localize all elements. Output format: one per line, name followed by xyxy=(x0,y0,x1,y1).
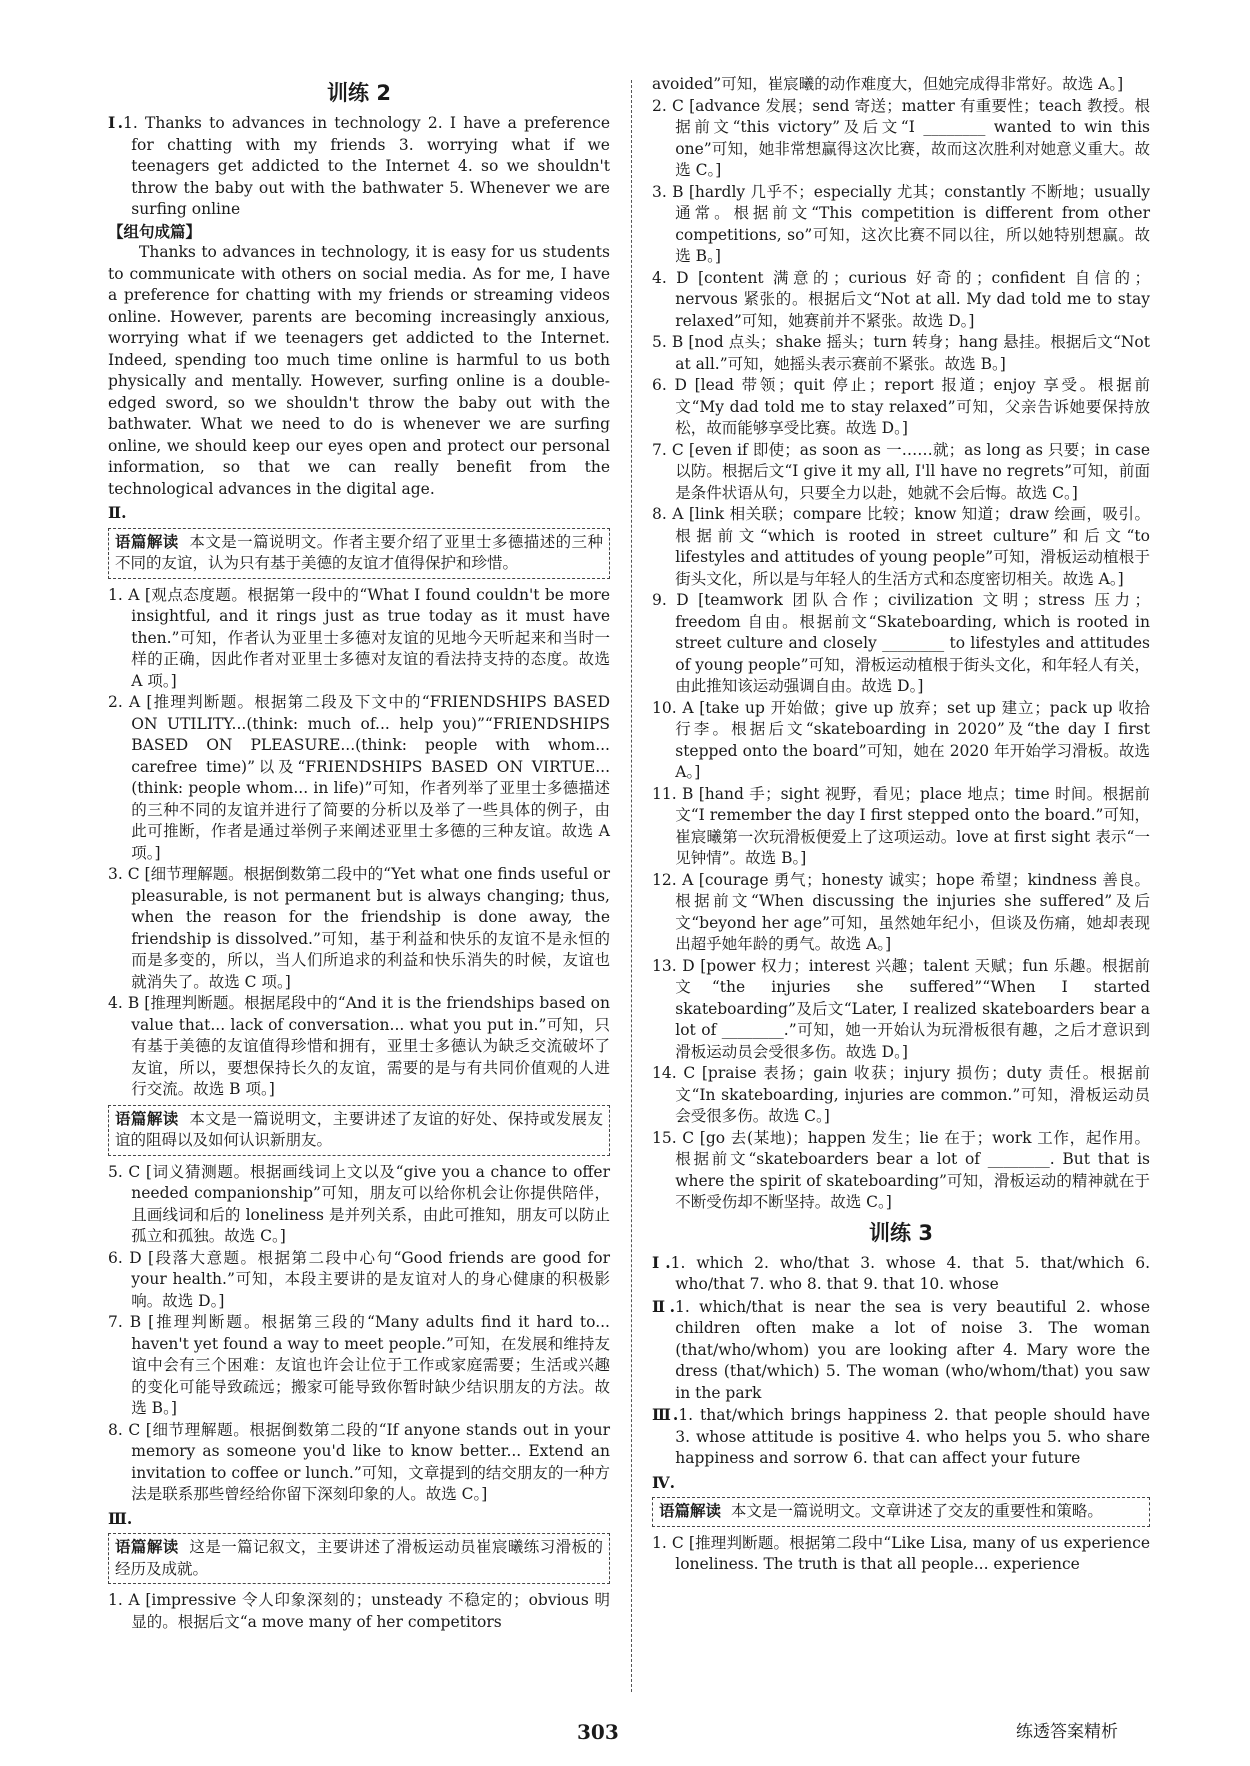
box-label: 语篇解读 xyxy=(115,1109,179,1128)
passage-analysis-box-4 xyxy=(652,1497,1150,1527)
box-text: 这是一篇记叙文，主要讲述了滑板运动员崔宸曦练习滑板的经历及成就。 xyxy=(115,1538,603,1578)
roman-numeral-1: Ⅰ. xyxy=(652,1252,671,1272)
right-column xyxy=(652,74,1150,1576)
answer-block-ii xyxy=(652,1296,1150,1405)
answer-text: 1. that/which brings happiness 2. that people should have 3. whose attitude is positive 4. who helps you 5. who share happiness and sorrow 6. that can affect your future xyxy=(675,1406,1150,1467)
compose-heading: 【组句成篇】 xyxy=(108,221,202,241)
answer-block-1 xyxy=(108,112,610,221)
roman-numeral-2: Ⅱ. xyxy=(652,1296,675,1316)
answer-text-1: 1. Thanks to advances in technology 2. I have a preference for chatting with my friends 3. worrying what if we teenagers get addicted to the Internet 4. so we shouldn't throw the baby out with the bathwater 5. Whenever we are surfing online xyxy=(122,114,610,218)
roman-numeral-4: Ⅳ. xyxy=(652,1472,675,1492)
answer-item-continued: avoided”可知，崔宸曦的动作难度大，但她完成得非常好。故选 A。] xyxy=(652,75,1124,93)
answer-item: 5. B [nod 点头；shake 摇头；turn 转身；hang 悬挂。根据后文“Not at all.”可知，她摇头表示赛前不紧张。故选 B。] xyxy=(652,333,1150,373)
answer-text: 1. which/that is near the sea is very beautiful 2. whose children often make a lot of noise 3. The woman (that/who/whom) you are looking after 4. Mary wore the dress (that/which) 5. The woman (who/whom/that) you saw in the park xyxy=(674,1297,1150,1402)
answer-item: 7. C [even if 即使；as soon as 一……就；as long as 只要；in case 以防。根据后文“I give it my all, I'll have no regrets”可知，前面是条件状语从句，只要全力以赴，她就不会后悔。故选 C。] xyxy=(652,440,1150,502)
roman-numeral-3: Ⅲ. xyxy=(652,1405,679,1424)
answer-item: 4. D [content 满意的；curious 好奇的；confident 自信的；nervous 紧张的。根据后文“Not at all. My dad told me to stay relaxed”可知，她赛前并不紧张。故选 D。] xyxy=(652,268,1150,330)
roman-numeral-2: Ⅱ. xyxy=(108,503,127,522)
answer-item: 1. A [impressive 令人印象深刻的；unsteady 不稳定的；obvious 明显的。根据后文“a move many of her competitors xyxy=(108,1591,610,1631)
answer-block-iii xyxy=(652,1404,1150,1470)
column-divider xyxy=(631,80,632,1692)
answer-item: 10. A [take up 开始做；give up 放弃；set up 建立；pack up 收拾行李。根据后文“skateboarding in 2020”及“the day I first stepped onto the board”可知，她在 2020 年开始学习滑板。故选 A。] xyxy=(652,698,1150,781)
answer-item: 2. C [advance 发展；send 寄送；matter 有重要性；teach 教授。根据前文“this victory”及后文“I ________ wanted to win this one”可知，她非常想赢得这次比赛，故而这次胜利对她意义重大。故选 C。] xyxy=(652,96,1150,179)
answer-item: 11. B [hand 手；sight 视野，看见；place 地点；time 时间。根据前文“I remember the day I first stepped onto the board.”可知，崔宸曦第一次玩滑板便爱上了这项运动。love at first sight 表示“一见钟情”。故选 B。] xyxy=(652,784,1150,867)
answer-item: 2. A [推理判断题。根据第二段及下文中的“FRIENDSHIPS BASED ON UTILITY...(think: much of... help you)”“FRIENDSHIPS BASED ON PLEASURE...(think: people with whom... carefree time)”以及“FRIENDSHIPS BASED ON VIRTUE...(think: people whom... in life)”可知，作者列举了亚里士多德描述的三种不同的友谊并进行了简要的分析以及举了一些具体的例子，由此可推断，作者是通过举例子来阐述亚里士多德的三种友谊。故选 A 项。] xyxy=(108,693,610,862)
box-text: 本文是一篇说明文，主要讲述了友谊的好处、保持或发展友谊的阻碍以及如何认识新朋友。 xyxy=(115,1109,603,1149)
answer-block-i xyxy=(652,1252,1150,1296)
box-text: 本文是一篇说明文。作者主要介绍了亚里士多德描述的三种不同的友谊，认为只有基于美德的友谊才值得保护和珍惜。 xyxy=(115,532,603,572)
answer-item: 4. B [推理判断题。根据尾段中的“And it is the friendships based on value that... lack of conversation... what you put in.”可知，只有基于美德的友谊值得珍惜和拥有，亚里士多德认为缺乏交流破坏了友谊，所以，要想保持长久的友谊，需要的是与有共同价值观的人进行交流。故选 B 项。] xyxy=(108,994,610,1098)
answer-item: 13. D [power 权力；interest 兴趣；talent 天赋；fun 乐趣。根据前文“the injuries she suffered”“When I started skateboarding”及后文“Later, I realized skateboarders bear a lot of ________.”可知，她一开始认为玩滑板很有趣，之后才意识到滑板运动员会受很多伤。故选 D。] xyxy=(652,956,1150,1061)
page-number: 303 xyxy=(577,1720,619,1744)
section-title-training-2: 训练 2 xyxy=(327,81,391,105)
footer-note: 练透答案精析 xyxy=(1016,1722,1118,1742)
section-title-training-3: 训练 3 xyxy=(869,1220,933,1245)
answer-item: 3. C [细节理解题。根据倒数第二段中的“Yet what one finds useful or pleasurable, is not permanent but is always changing; thus, when the reason for the friendship is done away, the friendship is dissolved.”可知，基于利益和快乐的友谊不是永恒的而是多变的，所以，当人们所追求的利益和快乐消失的时候，友谊也就消失了。故选 C 项。] xyxy=(108,865,610,991)
answer-item: 7. B [推理判断题。根据第三段的“Many adults find it hard to... haven't yet found a way to meet people.”可知，在发展和维持友谊中会有三个困难：友谊也许会让位于工作或家庭需要；生活或兴趣的变化可能导致疏远；搬家可能导致你暂时缺少结识朋友的方法。故选 B。] xyxy=(108,1313,610,1417)
answer-item: 8. C [细节理解题。根据倒数第二段的“If anyone stands out in your memory as someone you'd like to know better... Extend an invitation to coffee or lunch.”可知，文章提到的结交朋友的一种方法是联系那些曾经给你留下深刻印象的人。故选 C。] xyxy=(108,1420,610,1503)
left-column xyxy=(108,74,610,1633)
passage-analysis-box-1 xyxy=(108,528,610,579)
roman-numeral-3: Ⅲ. xyxy=(108,1508,133,1528)
answer-item: 1. C [推理判断题。根据第二段中“Like Lisa, many of us experience loneliness. The truth is that all people... experience xyxy=(652,1533,1150,1573)
passage-analysis-box-3 xyxy=(108,1533,610,1584)
passage-analysis-box-2 xyxy=(108,1105,610,1156)
answer-item: 9. D [teamwork 团队合作；civilization 文明；stress 压力；freedom 自由。根据前文“Skateboarding, which is rooted in street culture and closely ________ to lifestyles and attitudes of young people”可知，滑板运动植根于街头文化，和年轻人有关，由此推知该运动强调自由。故选 D。] xyxy=(652,591,1150,695)
answer-item: 8. A [link 相关联；compare 比较；know 知道；draw 绘画，吸引。根据前文“which is rooted in street culture”和后文“to lifestyles and attitudes of young people”可知，滑板运动植根于街头文化，所以是与年轻人的生活方式和态度密切相关。故选 A。] xyxy=(652,505,1150,588)
box-text: 本文是一篇说明文。文章讲述了交友的重要性和策略。 xyxy=(730,1502,1103,1520)
box-label: 语篇解读 xyxy=(115,532,179,551)
answer-item: 12. A [courage 勇气；honesty 诚实；hope 希望；kindness 善良。根据前文“When discussing the injuries she suffered”及后文“beyond her age”可知，虽然她年纪小，但谈及伤痛，她却表现出超乎她年龄的勇气。故选 A。] xyxy=(652,870,1150,953)
answer-item: 14. C [praise 表扬；gain 收获；injury 损伤；duty 责任。根据前文“In skateboarding, injuries are common.”可知，滑板运动员会受很多伤。故选 C。] xyxy=(652,1064,1150,1125)
answer-item: 5. C [词义猜测题。根据画线词上文以及“give you a chance to offer needed companionship”可知，朋友可以给你机会让你提供陪伴，且画线词和后的 loneliness 是并列关系，由此可推知，朋友可以防止孤立和孤独。故选 C。] xyxy=(108,1162,610,1245)
box-label: 语篇解读 xyxy=(115,1538,179,1556)
answer-item: 3. B [hardly 几乎不；especially 尤其；constantly 不断地；usually 通常。根据前文“This competition is different from other competitions, so”可知，这次比赛不同以往，所以她特别想赢。故选 B。] xyxy=(652,182,1150,265)
answer-item: 1. A [观点态度题。根据第一段中的“What I found couldn't be more insightful, and it rings just as true today as it must have then.”可知，作者认为亚里士多德对友谊的见地今天听起来和当时一样的正确，因此作者对亚里士多德对友谊的看法持支持的态度。故选 A 项。] xyxy=(108,585,610,690)
answer-item: 6. D [lead 带领；quit 停止；report 报道；enjoy 享受。根据前文“My dad told me to stay relaxed”可知，父亲告诉她要保持放松，故而能够享受比赛。故选 D。] xyxy=(652,376,1150,437)
answer-text: 1. which 2. who/that 3. whose 4. that 5. that/which 6. who/that 7. who 8. that 9. that 10. whose xyxy=(670,1253,1150,1293)
roman-numeral-1: Ⅰ. xyxy=(108,113,123,132)
answer-item: 6. D [段落大意题。根据第二段中心句“Good friends are good for your health.”可知，本段主要讲的是友谊对人的身心健康的积极影响。故选 D。] xyxy=(108,1248,610,1310)
answer-item: 15. C [go 去(某地)；happen 发生；lie 在于；work 工作，起作用。根据前文“skateboarders bear a lot of ________. But that is where the spirit of skateboarding”可知，滑板运动的精神就在于不断受伤却不断坚持。故选 C。] xyxy=(652,1128,1150,1211)
box-label: 语篇解读 xyxy=(659,1502,722,1520)
compose-paragraph: Thanks to advances in technology, it is easy for us students to communicate with others on social media. As for me, I have a preference for chatting with my friends or streaming videos online. However, parents are becoming increasingly anxious, worrying what if we teenagers get addicted to the Internet. Indeed, spending too much time online is harmful to us both physically and mentally. However, surfing online is a double-edged sword, so we shouldn't throw the baby out with the bathwater. What we need to do is whenever we are surfing online, we should keep our eyes open and protect our personal information, so that we can really benefit from the technological advances in the digital age. xyxy=(108,243,610,498)
